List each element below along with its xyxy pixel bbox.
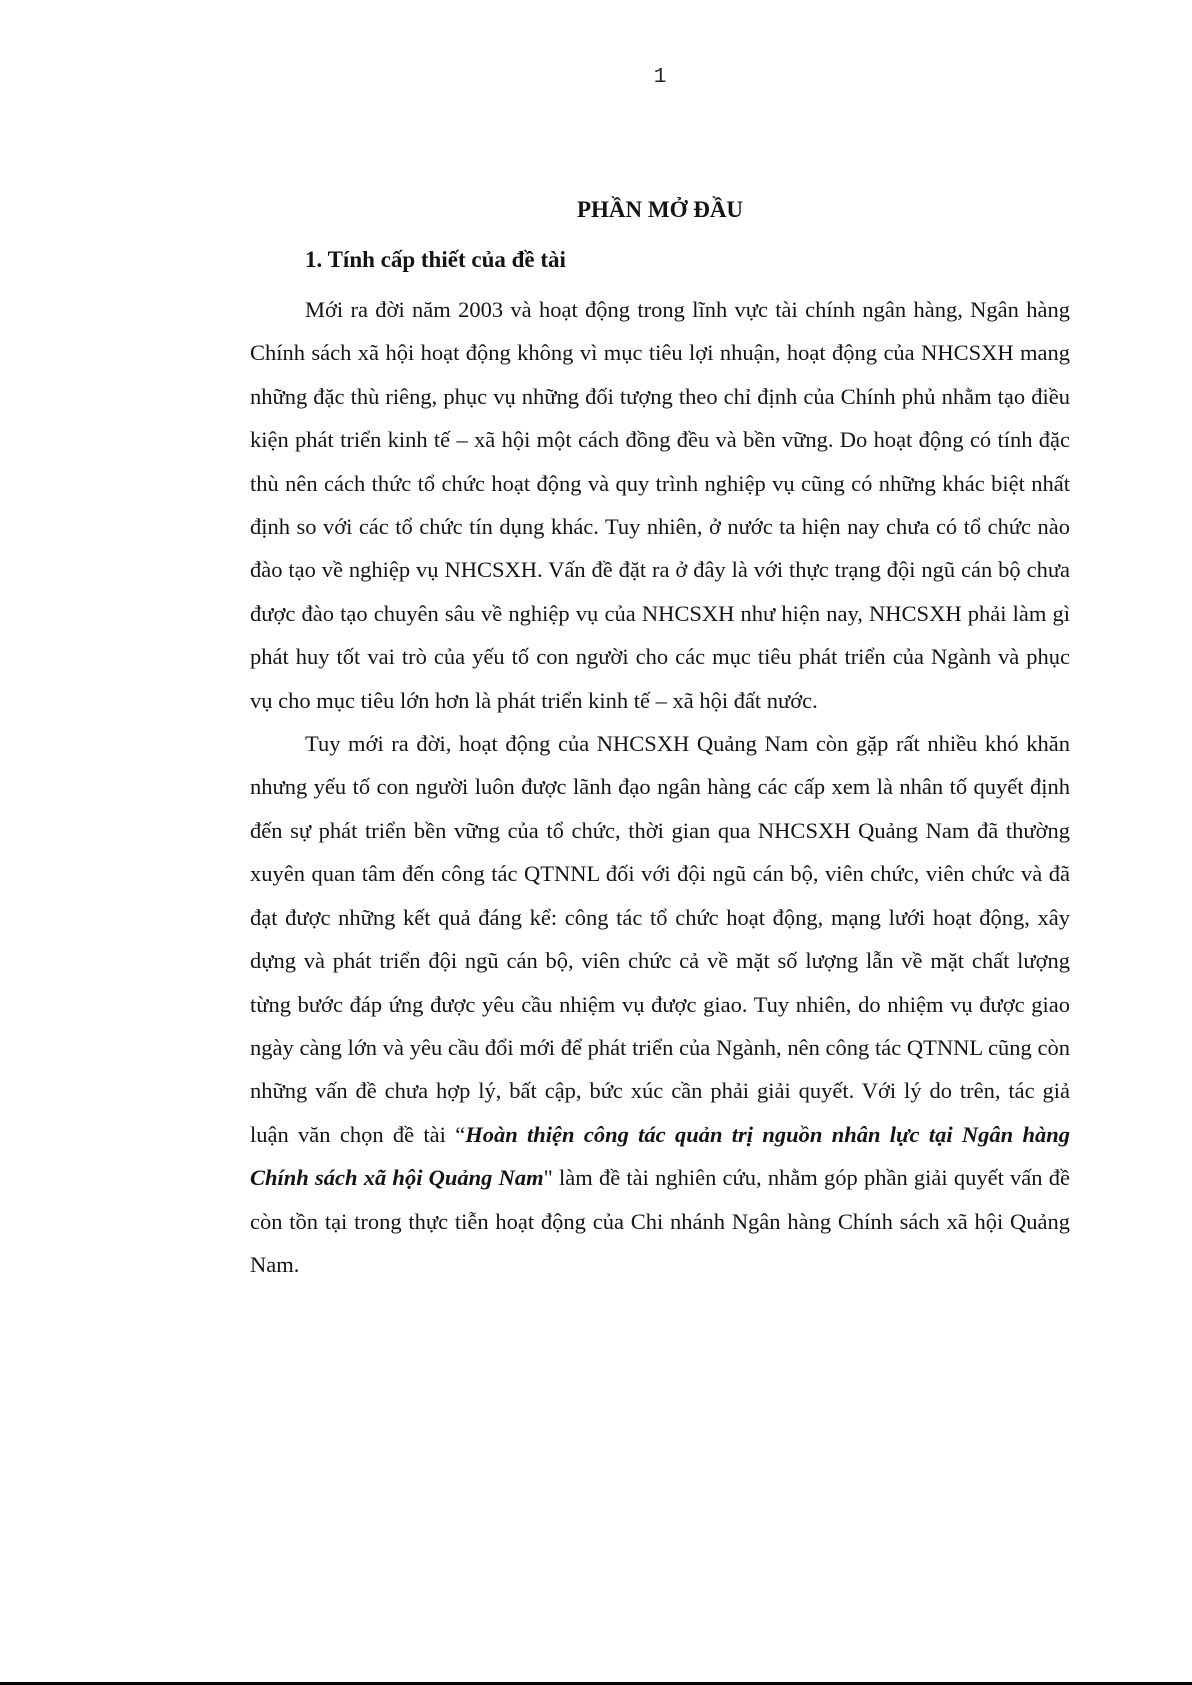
section-title: PHẦN MỞ ĐẦU: [576, 197, 744, 222]
body-text: [250, 288, 1070, 1286]
thesis-title: Hoàn thiện công tác quản trị nguồn nhân lực tại Ngân hàng Chính sách xã hội Quảng Nam: [250, 1121, 1070, 1191]
paragraph-2: [250, 722, 1070, 1286]
paragraph-2-outro: " làm đề tài nghiên cứu, nhằm góp phần giải quyết vấn đề còn tồn tại trong thực tiễn hoạt động của Chi nhánh Ngân hàng Chính sách xã hội Quảng Nam.: [250, 1165, 1070, 1277]
paragraph-2-intro: Tuy mới ra đời, hoạt động của NHCSXH Quảng Nam còn gặp rất nhiều khó khăn nhưng yếu tố con người luôn được lãnh đạo ngân hàng các cấp xem là nhân tố quyết định đến sự phát triển bền vững của tổ chức, thời gian qua NHCSXH Quảng Nam đã thường xuyên quan tâm đến công tác QTNNL đối với đội ngũ cán bộ, viên chức, viên chức và đã đạt được những kết quả đáng kể: công tác tổ chức hoạt động, mạng lưới hoạt động, xây dựng và phát triển đội ngũ cán bộ, viên chức cả về mặt số lượng lẫn về mặt chất lượng từng bước đáp ứng được yêu cầu nhiệm vụ được giao. Tuy nhiên, do nhiệm vụ được giao ngày càng lớn và yêu cầu đổi mới để phát triển của Ngành, nên công tác QTNNL cũng còn những vấn đề chưa hợp lý, bất cập, bức xúc cần phải giải quyết. Với lý do trên, tác giả luận văn chọn đề tài “: [250, 731, 1070, 1147]
paragraph-1: Mới ra đời năm 2003 và hoạt động trong lĩnh vực tài chính ngân hàng, Ngân hàng Chính sách xã hội hoạt động không vì mục tiêu lợi nhuận, hoạt động của NHCSXH mang những đặc thù riêng, phục vụ những đối tượng theo chỉ định của Chính phủ nhằm tạo điều kiện phát triển kinh tế – xã hội một cách đồng đều và bền vững. Do hoạt động có tính đặc thù nên cách thức tổ chức hoạt động và quy trình nghiệp vụ cũng có những khác biệt nhất định so với các tổ chức tín dụng khác. Tuy nhiên, ở nước ta hiện nay chưa có tổ chức nào đào tạo về nghiệp vụ NHCSXH. Vấn đề đặt ra ở đây là với thực trạng đội ngũ cán bộ chưa được đào tạo chuyên sâu về nghiệp vụ của NHCSXH như hiện nay, NHCSXH phải làm gì phát huy tốt vai trò của yếu tố con người cho các mục tiêu phát triển của Ngành và phục vụ cho mục tiêu lớn hơn là phát triển kinh tế – xã hội đất nước.: [250, 297, 1070, 713]
page-number: 1: [653, 66, 667, 89]
subsection-title: 1. Tính cấp thiết của đề tài: [305, 247, 566, 272]
